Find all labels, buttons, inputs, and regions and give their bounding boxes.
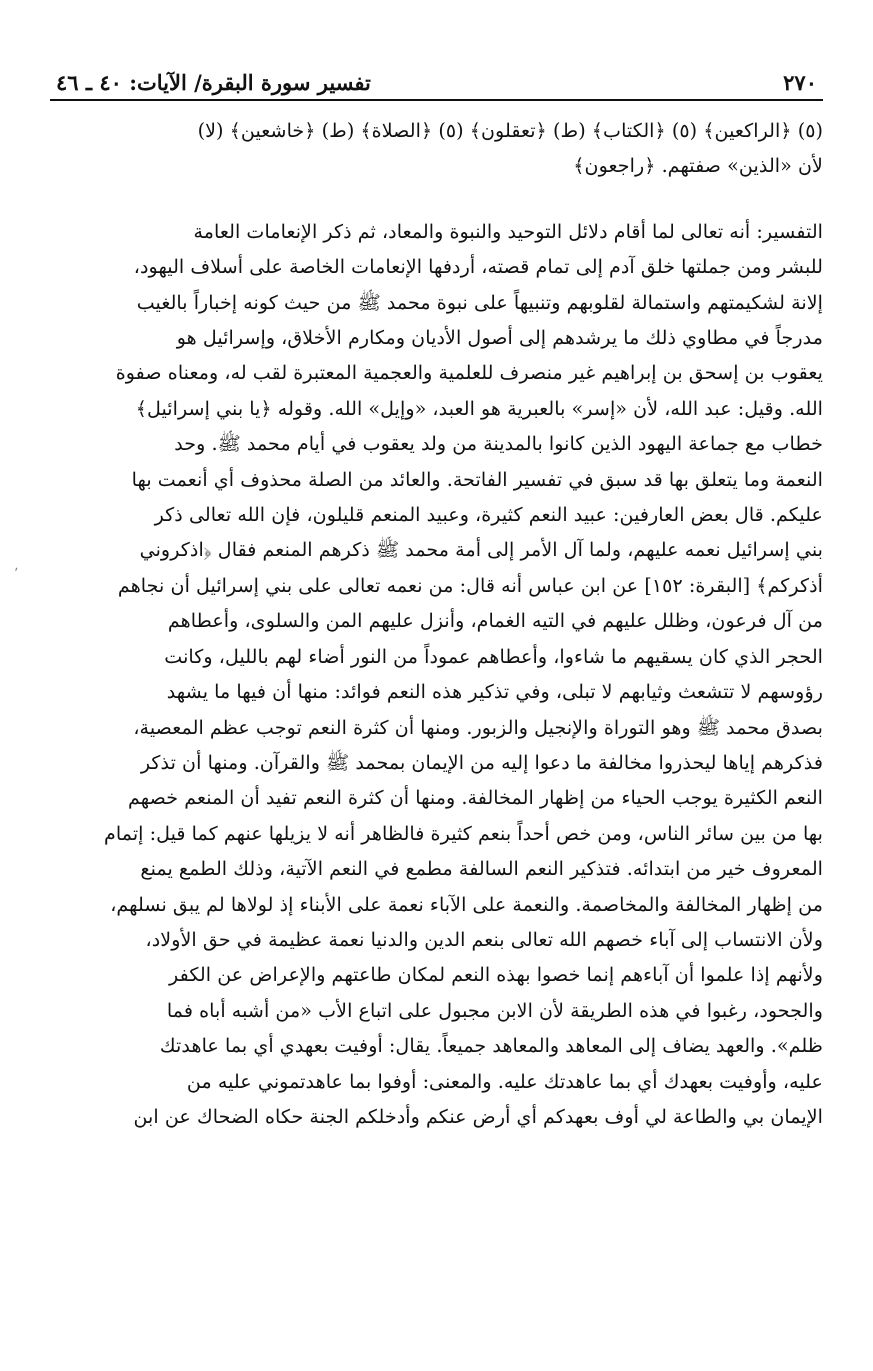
text-line: يعقوب بن إسحق بن إبراهيم غير منصرف للعلمية والعجمية المعتبرة لقب له، ومعناه صفوة [115, 361, 823, 385]
text-line: أذكركم﴾ [البقرة: ١٥٢] عن ابن عباس أنه قال: من نعمه تعالى على بني إسرائيل أن نجاهم [117, 573, 823, 597]
text-line: بها من بين سائر الناس، ومن خص أحداً بنعم كثيرة فالظاهر أنه لا يزيلها عنهم كما قيل: إتمام [104, 821, 823, 845]
text-line: خطاب مع جماعة اليهود الذين كانوا بالمدينة من ولد يعقوب في أيام محمد ﷺ. وحد [174, 432, 823, 456]
text-line: التفسير: أنه تعالى لما أقام دلائل التوحيد والنبوة والمعاد، ثم ذكر الإنعامات العامة [193, 219, 823, 243]
text-line: ولأنهم إذا علموا أن آباءهم إنما خصوا بهذه النعم لمكان طاعتهم والإعراض عن الكفر [169, 963, 823, 987]
running-title: تفسير سورة البقرة/ الآيات: ٤٠ ـ ٤٦ [56, 70, 371, 95]
margin-mark: ٬ [14, 566, 19, 582]
text-line: الحجر الذي كان يسقيهم ما شاءوا، وأعطاهم عموداً من النور أضاء لهم بالليل، وكانت [164, 644, 823, 668]
text-line: من آل فرعون، وظلل عليهم في التيه الغمام، وأنزل عليهم المن والسلوى، وأعطاهم [167, 609, 823, 633]
text-line: فذكرهم إياها ليحذروا مخالفة ما دعوا إليه من الإيمان بمحمد ﷺ والقرآن. ومنها أن تذكر [140, 750, 823, 774]
text-line: مدرجاً في مطاوي ذلك ما يرشدهم إلى أصول الأديان ومكارم الأخلاق، وإسرائيل هو [176, 326, 823, 350]
intro-line: لأن «الذين» صفتهم. ﴿راجعون﴾ [573, 154, 823, 178]
page-header [50, 70, 823, 99]
waqf-marks-block [50, 113, 823, 184]
text-line: ولأن الانتساب إلى آباء خصهم الله تعالى بنعم الدين والدنيا نعمة عظيمة في حق الأولاد، [145, 927, 823, 951]
header-rule [50, 99, 823, 101]
intro-line: (٥) ﴿الراكعين﴾ (٥) ﴿الكتاب﴾ (ط) ﴿تعقلون﴾ (٥) ﴿الصلاة﴾ (ط) ﴿خاشعين﴾ (لا) [197, 119, 823, 142]
text-line: عليه، وأوفيت بعهدك أي بما عاهدتك عليه. والمعنى: أوفوا بما عاهدتموني عليه من [186, 1069, 823, 1093]
text-line: والجحود، رغبوا في هذه الطريقة لأن الابن مجبول على اتباع الأب «من أشبه أباه فما [166, 998, 823, 1022]
text-line: النعمة وما يتعلق بها قد سبق في تفسير الفاتحة. والعائد من الصلة محذوف أي أنعمت بها [131, 467, 823, 491]
text-line: من إظهار المخالفة والمخاصمة. والنعمة على الآباء نعمة على الأبناء إذ لولاها لم يبق نسلهم، [110, 892, 823, 916]
text-line: ظلم». والعهد يضاف إلى المعاهد والمعاهد جميعاً. يقال: أوفيت بعهدي أي بما عاهدتك [159, 1034, 823, 1058]
text-line: الله. وقيل: عبد الله، لأن «إسر» بالعبرية هو العبد، «وإيل» الله. وقوله ﴿يا بني إسرائيل﴾ [135, 396, 823, 420]
text-line: الإيمان بي والطاعة لي أوف بعهدكم أي أرض عنكم وأدخلكم الجنة حكاه الضحاك عن ابن [133, 1104, 823, 1128]
text-line: المعروف خير من ابتدائه. فتذكير النعم السالفة مطمع في النعم الآتية، وذلك الطمع يمنع [140, 857, 823, 881]
text-line: للبشر ومن جملتها خلق آدم إلى تمام قصته، أردفها الإنعامات الخاصة على أسلاف اليهود، [133, 255, 823, 279]
text-line: عليكم. قال بعض العارفين: عبيد النعم كثيرة، وعبيد المنعم قليلون، فإن الله تعالى ذكر [154, 503, 823, 527]
text-line: بصدق محمد ﷺ وهو التوراة والإنجيل والزبور. ومنها أن كثرة النعم توجب عظم المعصية، [133, 715, 823, 739]
text-line: بني إسرائيل نعمه عليهم، ولما آل الأمر إلى أمة محمد ﷺ ذكرهم المنعم فقال ﴿اذكروني [139, 538, 823, 562]
tafsir-paragraph [50, 214, 823, 1135]
page-number: ٢٧٠ [783, 70, 817, 95]
text-line: إلانة لشكيمتهم واستمالة لقلوبهم وتنبيهاً على نبوة محمد ﷺ من حيث كونه إخباراً بالغيب [136, 290, 823, 314]
text-line: رؤوسهم لا تتشعث وثيابهم لا تبلى، وفي تذكير هذه النعم فوائد: منها أن فيها ما يشهد [166, 680, 823, 704]
text-line: النعم الكثيرة يوجب الحياء من إظهار المخالفة. ومنها أن كثرة النعم تفيد أن المنعم خصهم [128, 786, 823, 810]
